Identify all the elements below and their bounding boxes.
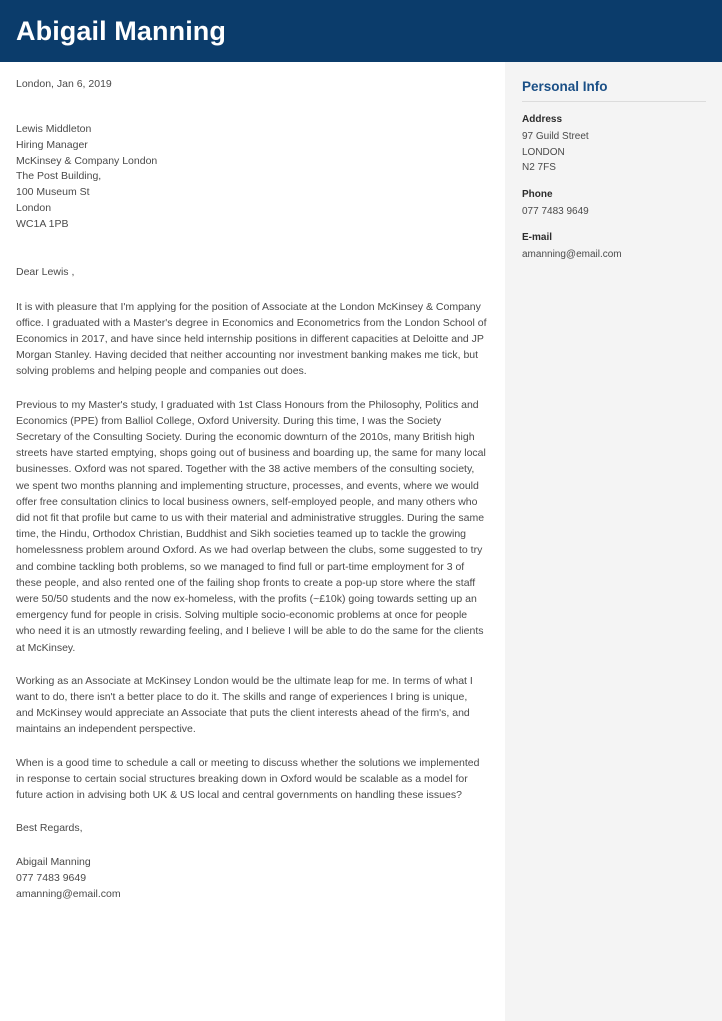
letter-paragraph: It is with pleasure that I'm applying for the position of Associate at the London McKinsey & Company office. I graduated with a Master's degree in Economics and Econometrics from the London School of Economics in 2017, and have since held internship positions in different capacities at Deloitte and JP Morgan Stanley. Having decided that neither accounting nor investment banking makes me tick, but solving problems and helping people and companies out does. — [16, 300, 487, 378]
signature-email: amanning@email.com — [16, 887, 121, 900]
page-title: Abigail Manning — [16, 16, 226, 46]
recipient-line: Lewis Middleton — [16, 123, 92, 135]
sidebar-group-email — [522, 230, 706, 263]
signature-phone: 077 7483 9649 — [16, 872, 87, 885]
sidebar-value-postcode: N2 7FS — [522, 162, 556, 174]
letter-paragraph: Previous to my Master's study, I graduated with 1st Class Honours from the Philosophy, Politics and Economics (PPE) from Balliol College, Oxford University. During this time, I was the Society Secretary of the Consulting Society. During the economic downturn of the 2010s, many British high streets have started emptying, shops going out of business and boarding up, the same for many local businesses. Oxford was not spared. Together with the 38 active members of the consulting society, we spent two months planning and implementing structure, processes, and events, where we would offer free consultation clinics to local business owners, self-employed people, and many others who did not fit that profile but came to us with their material and administrative struggles. During the same time, the Hindu, Orthodox Christian, Buddhist and Sikh societies teamed up to tackle the growing homelessness problem around Oxford. As we had overlap between the clubs, some suggested to try and combine tackling both problems, so we managed to find full or part-time employment for 3 of these people, and also rented one of the failing shop fronts to create a pop-up store where the staff were 50/50 students and the now ex-homeless, with the profits (~£10k) going towards setting up an emergency fund for people in crisis. Solving multiple socio-economic problems at once for people who need it is an utmostly rewarding feeling, and I believe I will be able to do the same for the clients at McKinsey. — [16, 398, 486, 654]
recipient-line: WC1A 1PB — [16, 217, 69, 230]
sidebar-value-email: amanning@email.com — [522, 249, 622, 261]
sidebar-group-address — [522, 112, 706, 176]
letter-paragraph: Working as an Associate at McKinsey London would be the ultimate leap for me. In terms of what I want to do, there isn't a better place to do it. The skills and range of experiences I bring is unique, and McKinsey would appreciate an Associate that puts the client interests ahead of the firm's, and maintains an independent perspective. — [16, 674, 473, 736]
closing-phrase: Best Regards, — [16, 822, 83, 835]
header-banner — [0, 0, 722, 62]
recipient-line: London — [16, 201, 52, 214]
sidebar-label-phone: Phone — [522, 188, 553, 200]
recipient-line: Hiring Manager — [16, 138, 88, 151]
recipient-line: 100 Museum St — [16, 186, 90, 199]
sidebar-divider — [522, 101, 706, 102]
letter-main-column — [0, 62, 505, 1021]
sidebar-value-street: 97 Guild Street — [522, 131, 589, 142]
letter-date: London, Jan 6, 2019 — [16, 78, 112, 90]
recipient-address-block — [16, 122, 487, 233]
sidebar-value-city: LONDON — [522, 146, 565, 158]
letter-paragraph: When is a good time to schedule a call or meeting to discuss whether the solutions we implemented in response to certain social structures breaking down in Oxford would be scalable as a model for future action in advising both UK & US local and central governments on handling these issues? — [16, 756, 480, 802]
sidebar-title: Personal Info — [522, 79, 608, 94]
recipient-line: McKinsey & Company London — [16, 154, 158, 167]
sidebar-group-phone — [522, 187, 706, 220]
sidebar-label-email: E-mail — [522, 232, 553, 244]
document-body — [0, 62, 722, 1021]
signature-name: Abigail Manning — [16, 856, 91, 869]
sidebar-label-address: Address — [522, 114, 563, 125]
recipient-line: The Post Building, — [16, 170, 102, 183]
sidebar-value-phone: 077 7483 9649 — [522, 205, 589, 217]
salutation: Dear Lewis , — [16, 265, 75, 278]
personal-info-sidebar — [505, 62, 722, 1021]
signature-block — [16, 855, 487, 902]
